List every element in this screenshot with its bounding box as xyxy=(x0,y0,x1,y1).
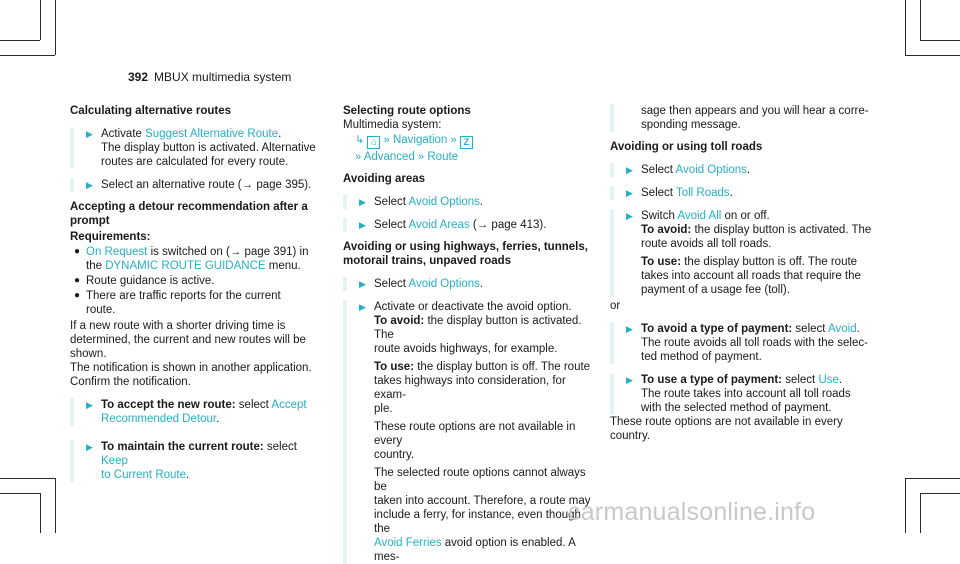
crop-mark xyxy=(40,0,41,40)
text-run: . xyxy=(856,323,860,335)
ui-label: Accept xyxy=(271,399,307,411)
text-run: the display button is activated. The xyxy=(691,224,872,236)
step-text xyxy=(101,127,320,169)
ui-label: to Current Route xyxy=(101,469,187,481)
step-arrow-icon: ▶ xyxy=(359,220,366,230)
text-run: Route guidance is active. xyxy=(86,275,215,287)
text-run: . xyxy=(746,164,751,176)
step xyxy=(70,178,320,192)
paragraph: Multimedia system: xyxy=(343,119,442,131)
text-run: route avoids highways, for example. xyxy=(374,343,558,355)
step-continued xyxy=(610,104,872,132)
step-text xyxy=(374,277,593,291)
ui-label: Avoid Options xyxy=(408,278,480,290)
step-arrow-icon: ▶ xyxy=(359,279,366,289)
text-run: sage then appears and you will hear a corre- xyxy=(641,105,869,117)
step xyxy=(343,218,593,232)
ui-label: Suggest Alternative Route xyxy=(145,128,279,140)
crop-mark xyxy=(55,0,56,55)
column-1 xyxy=(70,104,320,482)
text-run: ted method of payment. xyxy=(641,351,762,363)
requirements-label: Requirements: xyxy=(70,231,151,243)
column-3 xyxy=(610,104,872,443)
step-text xyxy=(641,104,872,132)
bullet-icon: ● xyxy=(74,290,81,301)
step-arrow-icon: ▶ xyxy=(626,324,633,334)
text-run: Select an alternative route (→ page 395). xyxy=(101,179,312,191)
bullet-icon: ● xyxy=(74,246,81,257)
text-run: Activate or deactivate the avoid option. xyxy=(374,301,572,313)
bullet-item xyxy=(70,274,320,288)
bullet-item xyxy=(70,245,320,273)
step-arrow-icon: ▶ xyxy=(359,302,366,312)
text-run: is switched on (→ page 391) in xyxy=(147,246,309,258)
step-text xyxy=(374,300,593,564)
step-arrow-icon: ▶ xyxy=(86,400,93,410)
step xyxy=(343,277,593,291)
watermark: carmanualsonline.info xyxy=(568,498,816,526)
text-run: Activate xyxy=(101,128,146,140)
step xyxy=(610,209,872,297)
text-run: sponding message. xyxy=(641,119,741,131)
step xyxy=(70,398,320,426)
or-label: or xyxy=(610,300,621,312)
step-arrow-icon: ▶ xyxy=(86,180,93,190)
text-run: takes highways into consideration, for exam- xyxy=(374,375,566,401)
text-run: Select xyxy=(374,219,409,231)
text-run: The selected route options cannot always be xyxy=(374,467,586,493)
text-run: takes into account all roads that require the xyxy=(641,270,861,282)
step xyxy=(610,373,872,415)
step xyxy=(70,440,320,482)
step-text xyxy=(641,186,872,200)
step xyxy=(343,195,593,209)
bold-label: To maintain the current route: xyxy=(101,441,264,453)
menu-route: Route xyxy=(427,151,459,163)
home-icon: ⌂ xyxy=(367,136,380,149)
text-run: include a ferry, for instance, even though the xyxy=(374,509,581,535)
text-run: the display button is off. The route xyxy=(681,256,858,268)
heading-accepting-detour: Accepting a detour recommendation after a prompt xyxy=(70,201,308,227)
step-arrow-icon: ▶ xyxy=(626,165,633,175)
heading-calculating-alternative-routes: Calculating alternative routes xyxy=(70,105,232,117)
menu-path xyxy=(343,133,593,149)
double-chevron-icon: » xyxy=(355,151,362,163)
text-run: select xyxy=(235,399,272,411)
text-run: ple. xyxy=(374,403,393,415)
step xyxy=(343,300,593,564)
text-run: with the selected method of payment. xyxy=(641,402,832,414)
crop-mark xyxy=(0,40,40,41)
text-run: avoid option is enabled. A mes- xyxy=(374,537,576,563)
header-title: MBUX multimedia system xyxy=(154,70,292,84)
step xyxy=(610,163,872,177)
text-run: The route avoids all toll roads with the selec- xyxy=(641,337,868,349)
text-run: The route takes into account all toll roads xyxy=(641,388,851,400)
heading-toll-roads: Avoiding or using toll roads xyxy=(610,141,763,153)
crop-mark xyxy=(920,40,960,41)
text-run: Select xyxy=(641,164,676,176)
paragraph: The notification is shown in another application. Confirm the notification. xyxy=(70,362,312,388)
text-run: Select xyxy=(641,187,676,199)
double-chevron-icon: » xyxy=(450,134,457,146)
menu-advanced: Advanced xyxy=(363,151,415,163)
crop-mark xyxy=(920,0,921,40)
step-arrow-icon: ▶ xyxy=(626,188,633,198)
ui-label: DYNAMIC ROUTE GUIDANCE xyxy=(105,260,266,272)
bold-label: To avoid: xyxy=(374,315,425,327)
step-text xyxy=(374,218,593,232)
paragraph: These route options are not available in every country. xyxy=(610,416,843,442)
step-arrow-icon: ▶ xyxy=(359,197,366,207)
step-text xyxy=(641,209,872,297)
ui-label: Keep xyxy=(101,455,128,467)
crop-mark xyxy=(55,478,56,533)
text-run: Switch xyxy=(641,210,678,222)
text-run: . xyxy=(729,187,733,199)
crop-mark xyxy=(905,478,906,533)
crop-mark xyxy=(920,493,921,533)
bullet-item xyxy=(70,289,320,317)
crop-mark xyxy=(0,478,55,479)
text-run: . xyxy=(216,413,220,425)
crop-mark xyxy=(0,493,40,494)
ui-label: Avoid xyxy=(828,323,857,335)
step xyxy=(610,322,872,364)
text-run: . xyxy=(479,196,484,208)
heading-selecting-route-options: Selecting route options xyxy=(343,105,471,117)
bold-label: To use: xyxy=(374,361,415,373)
text-run: the xyxy=(86,260,106,272)
step-text xyxy=(101,398,320,426)
text-run: route. xyxy=(86,304,116,316)
text-run: country. xyxy=(374,449,415,461)
bold-label: To use a type of payment: xyxy=(641,374,783,386)
step xyxy=(610,186,872,200)
text-run: menu. xyxy=(265,260,301,272)
crop-mark xyxy=(905,55,960,56)
ui-label: Avoid Options xyxy=(408,196,480,208)
menu-path xyxy=(343,150,593,164)
menu-navigation: Navigation xyxy=(392,134,448,146)
text-run: route avoids all toll roads. xyxy=(641,238,772,250)
text-run: There are traffic reports for the current xyxy=(86,290,281,302)
text-run: payment of a usage fee (toll). xyxy=(641,284,790,296)
text-run: . xyxy=(838,374,843,386)
ui-label: Recommended Detour xyxy=(101,413,217,425)
path-start-arrow-icon: ↳ xyxy=(355,134,365,146)
double-chevron-icon: » xyxy=(418,151,425,163)
heading-avoiding-highways: Avoiding or using highways, ferries, tunnels, motorail trains, unpaved roads xyxy=(343,241,588,267)
bold-label: To avoid a type of payment: xyxy=(641,323,793,335)
paragraph: If a new route with a shorter driving time is determined, the current and new routes will be shown. xyxy=(70,320,306,360)
text-run: Select xyxy=(374,278,409,290)
ui-label: Avoid Options xyxy=(675,164,747,176)
page-number: 392 xyxy=(128,70,149,84)
text-run: select xyxy=(792,323,829,335)
step-text xyxy=(641,163,872,177)
step-text xyxy=(101,440,320,482)
text-run: Select xyxy=(374,196,409,208)
ui-label: Toll Roads xyxy=(675,187,730,199)
text-run: . xyxy=(479,278,484,290)
heading-avoiding-areas: Avoiding areas xyxy=(343,173,426,185)
text-run: taken into account. Therefore, a route may xyxy=(374,495,591,507)
text-run: routes are calculated for every route. xyxy=(101,156,289,168)
crop-mark xyxy=(0,55,55,56)
text-run: (→ page 413). xyxy=(469,219,547,231)
double-chevron-icon: » xyxy=(383,134,390,146)
bold-label: To accept the new route: xyxy=(101,399,236,411)
bullet-icon: ● xyxy=(74,275,81,286)
step-arrow-icon: ▶ xyxy=(626,211,633,221)
step-arrow-icon: ▶ xyxy=(626,375,633,385)
step-text xyxy=(101,178,320,192)
step xyxy=(70,127,320,169)
text-run: . xyxy=(278,128,282,140)
crop-mark xyxy=(40,493,41,533)
text-run: select xyxy=(263,441,297,453)
bold-label: To use: xyxy=(641,256,682,268)
step-arrow-icon: ▶ xyxy=(86,442,93,452)
crop-mark xyxy=(905,0,906,55)
ui-label: Avoid Ferries xyxy=(374,537,442,549)
step-text xyxy=(641,322,872,364)
bold-label: To avoid: xyxy=(641,224,692,236)
step-text xyxy=(374,195,593,209)
crop-mark xyxy=(920,493,960,494)
text-run: on or off. xyxy=(721,210,770,222)
text-run: the display button is activated. The xyxy=(374,315,582,341)
page-header xyxy=(128,70,291,84)
crop-mark xyxy=(905,478,960,479)
step-text xyxy=(641,373,872,415)
text-run: select xyxy=(782,374,819,386)
column-2 xyxy=(343,104,593,564)
ui-label: On Request xyxy=(86,246,148,258)
ui-label: Avoid All xyxy=(677,210,722,222)
ui-label: Avoid Areas xyxy=(408,219,470,231)
text-run: These route options are not available in every xyxy=(374,421,576,447)
text-run: . xyxy=(186,469,190,481)
text-run: The display button is activated. Alternative xyxy=(101,142,316,154)
step-arrow-icon: ▶ xyxy=(86,129,93,139)
ui-label: Use xyxy=(818,374,839,386)
z-icon: Z xyxy=(460,136,473,149)
text-run: the display button is off. The route xyxy=(414,361,591,373)
